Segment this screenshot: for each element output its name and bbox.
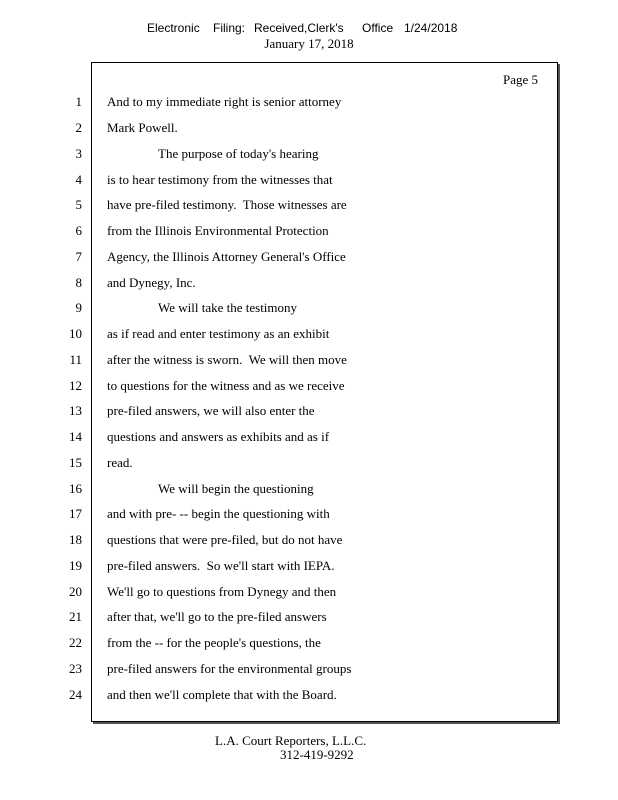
transcript-line <box>0 609 600 627</box>
transcript-line <box>0 146 600 164</box>
line-text: have pre-filed testimony. Those witnesses are <box>107 197 347 212</box>
transcript-line <box>0 249 600 267</box>
line-text: pre-filed answers for the environmental groups <box>107 661 352 676</box>
header-date: January 17, 2018 <box>264 36 354 51</box>
page-number: Page 5 <box>503 72 539 87</box>
transcript-line <box>0 481 600 499</box>
phone-number: 312-419-9292 <box>280 747 354 762</box>
line-text: and Dynegy, Inc. <box>107 275 196 290</box>
line-number: 2 <box>75 120 82 135</box>
line-text: from the -- for the people's questions, the <box>107 635 321 650</box>
stamp-office: Office <box>362 21 394 35</box>
line-text: We will begin the questioning <box>158 481 314 496</box>
line-text: questions that were pre-filed, but do not have <box>107 532 343 547</box>
line-text: as if read and enter testimony as an exhibit <box>107 326 330 341</box>
transcript-line <box>0 275 600 293</box>
transcript-line <box>0 120 600 138</box>
line-number: 11 <box>69 352 82 367</box>
transcript-line <box>0 352 600 370</box>
line-number: 3 <box>75 146 82 161</box>
line-number: 24 <box>69 687 82 702</box>
line-number: 14 <box>69 429 82 444</box>
transcript-line <box>0 584 600 602</box>
transcript-line <box>0 506 600 524</box>
line-number: 16 <box>69 481 82 496</box>
transcript-line <box>0 378 600 396</box>
line-number: 23 <box>69 661 82 676</box>
line-text: We'll go to questions from Dynegy and then <box>107 584 337 599</box>
line-number: 7 <box>75 249 82 264</box>
line-number: 17 <box>69 506 82 521</box>
line-text: We will take the testimony <box>158 300 298 315</box>
line-text: to questions for the witness and as we receive <box>107 378 345 393</box>
line-text: Mark Powell. <box>107 120 178 135</box>
transcript-line <box>0 197 600 215</box>
line-text: after the witness is sworn. We will then move <box>107 352 347 367</box>
line-number: 1 <box>75 94 82 109</box>
transcript-line <box>0 429 600 447</box>
line-number: 22 <box>69 635 82 650</box>
transcript-line <box>0 172 600 190</box>
stamp-filing: Filing: <box>213 21 246 35</box>
transcript-line <box>0 223 600 241</box>
line-number: 5 <box>75 197 82 212</box>
transcript-line <box>0 661 600 679</box>
stamp-electronic: Electronic <box>147 21 200 35</box>
stamp-received: Received,Clerk's <box>254 21 344 35</box>
line-text: and with pre- -- begin the questioning with <box>107 506 330 521</box>
transcript-line <box>0 532 600 550</box>
line-text: The purpose of today's hearing <box>158 146 319 161</box>
transcript-line <box>0 300 600 318</box>
line-number: 15 <box>69 455 82 470</box>
line-text: and then we'll complete that with the Board. <box>107 687 337 702</box>
line-text: is to hear testimony from the witnesses that <box>107 172 333 187</box>
line-text: from the Illinois Environmental Protection <box>107 223 329 238</box>
line-text: pre-filed answers. So we'll start with IEPA. <box>107 558 335 573</box>
transcript-line <box>0 326 600 344</box>
line-number: 19 <box>69 558 82 573</box>
line-number: 6 <box>75 223 82 238</box>
line-text: read. <box>107 455 133 470</box>
line-number: 10 <box>69 326 82 341</box>
line-number: 8 <box>75 275 82 290</box>
transcript-line <box>0 94 600 112</box>
line-text: pre-filed answers, we will also enter the <box>107 403 315 418</box>
line-number: 13 <box>69 403 82 418</box>
line-text: questions and answers as exhibits and as if <box>107 429 330 444</box>
transcript-line <box>0 455 600 473</box>
line-number: 12 <box>69 378 82 393</box>
line-number: 18 <box>69 532 82 547</box>
line-number: 4 <box>75 172 82 187</box>
line-number: 21 <box>69 609 82 624</box>
line-text: Agency, the Illinois Attorney General's Office <box>107 249 346 264</box>
transcript-line <box>0 687 600 705</box>
transcript-line <box>0 635 600 653</box>
stamp-date: 1/24/2018 <box>404 21 458 35</box>
line-text: after that, we'll go to the pre-filed answers <box>107 609 327 624</box>
transcript-line <box>0 403 600 421</box>
company-name: L.A. Court Reporters, L.L.C. <box>215 733 367 748</box>
line-number: 9 <box>75 300 82 315</box>
line-number: 20 <box>69 584 82 599</box>
line-text: And to my immediate right is senior attorney <box>107 94 342 109</box>
transcript-line <box>0 558 600 576</box>
